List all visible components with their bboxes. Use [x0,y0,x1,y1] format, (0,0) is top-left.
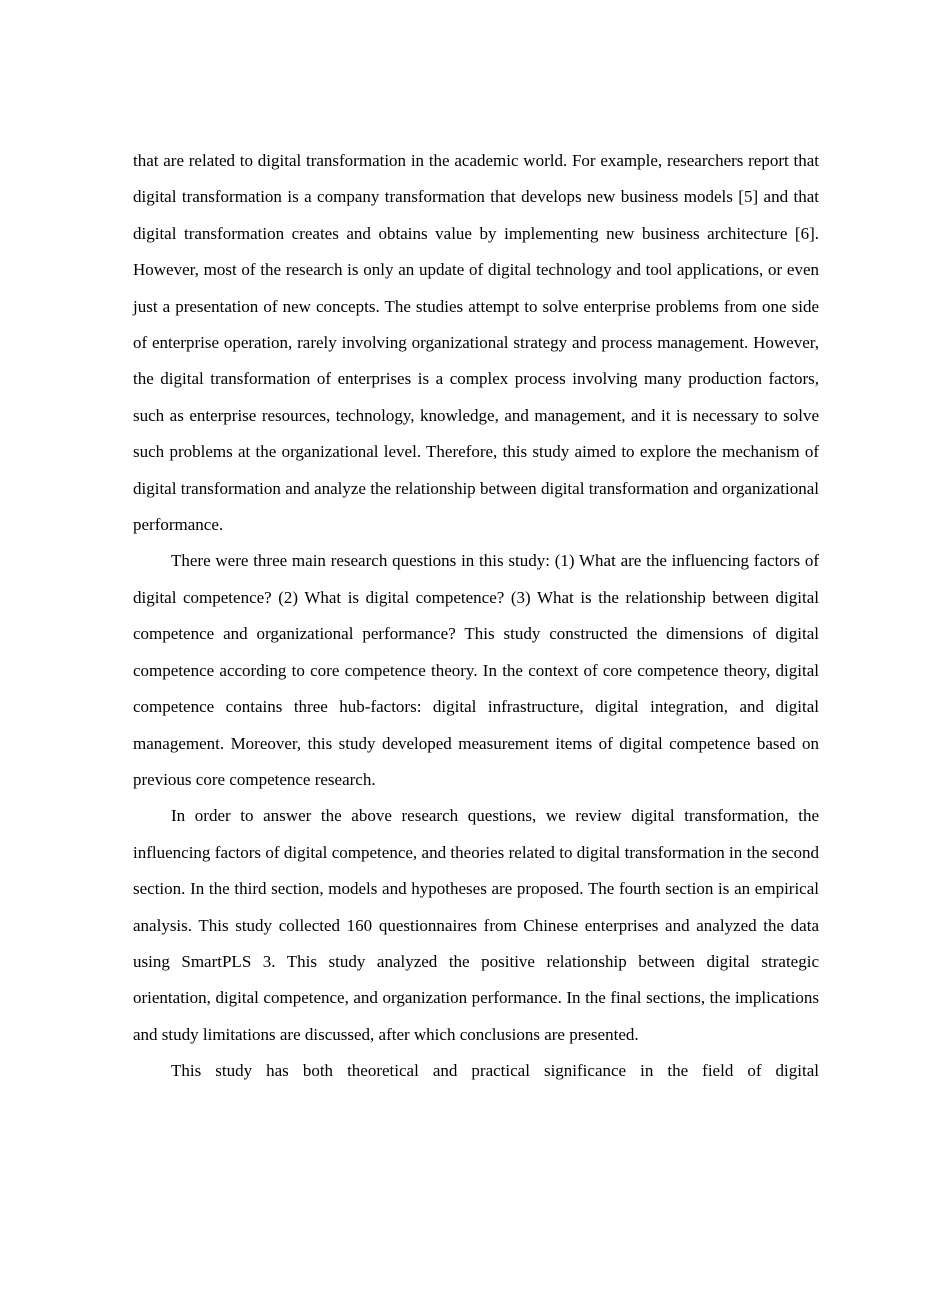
body-text [133,143,819,1090]
paragraph-continuation: that are related to digital transformation in the academic world. For example, researchers report that digital transformation is a company transformation that develops new business models [5] and that digital transformation creates and obtains value by implementing new business architecture [6]. However, most of the research is only an update of digital technology and tool applications, or even just a presentation of new concepts. The studies attempt to solve enterprise problems from one side of enterprise operation, rarely involving organizational strategy and process management. However, the digital transformation of enterprises is a complex process involving many production factors, such as enterprise resources, technology, knowledge, and management, and it is necessary to solve such problems at the organizational level. Therefore, this study aimed to explore the mechanism of digital transformation and analyze the relationship between digital transformation and organizational performance. [133,151,819,535]
paragraph-significance: This study has both theoretical and practical significance in the field of digital [171,1061,819,1081]
paragraph-paper-structure: In order to answer the above research questions, we review digital transformation, the influencing factors of digital competence, and theories related to digital transformation in the second section. In the third section, models and hypotheses are proposed. The fourth section is an empirical analysis. This study collected 160 questionnaires from Chinese enterprises and analyzed the data using SmartPLS 3. This study analyzed the positive relationship between digital strategic orientation, digital competence, and organization performance. In the final sections, the implications and study limitations are discussed, after which conclusions are presented. [133,806,819,1044]
paragraph-research-questions: There were three main research questions in this study: (1) What are the influencing factors of digital competence? (2) What is digital competence? (3) What is the relationship between digital competence and organizational performance? This study constructed the dimensions of digital competence according to core competence theory. In the context of core competence theory, digital competence contains three hub-factors: digital infrastructure, digital integration, and digital management. Moreover, this study developed measurement items of digital competence based on previous core competence research. [133,551,819,789]
